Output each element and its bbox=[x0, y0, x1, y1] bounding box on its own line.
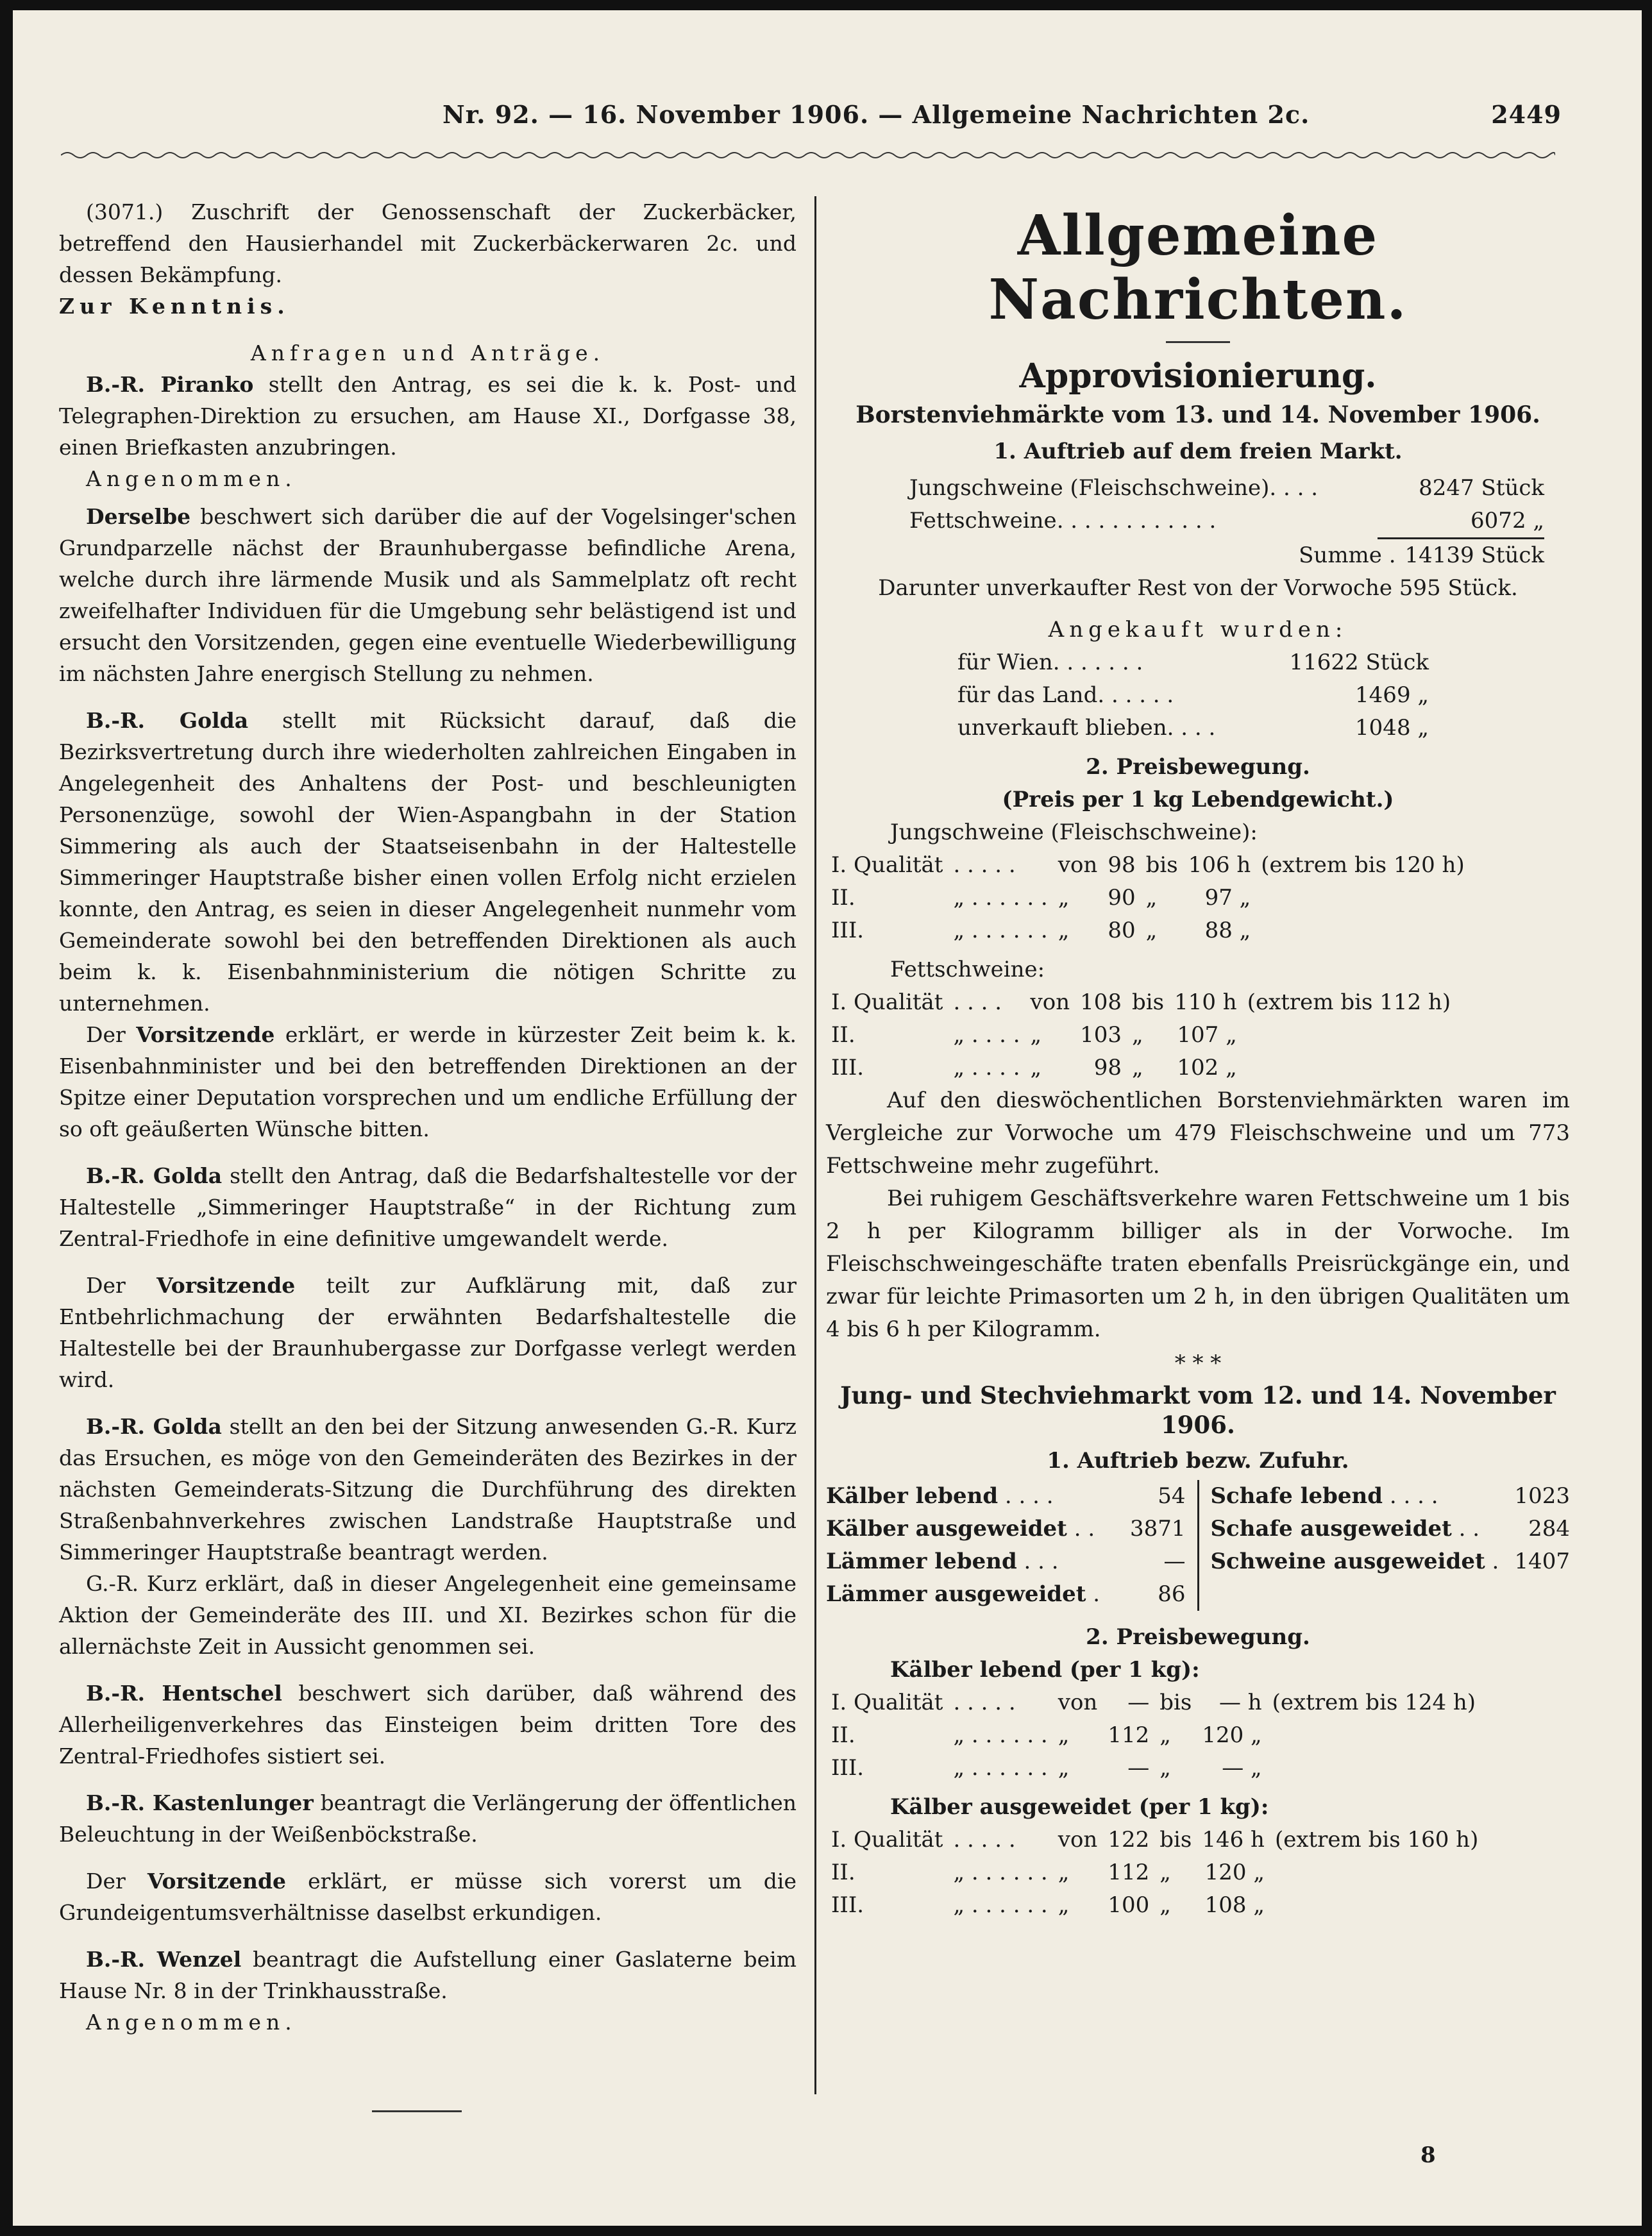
price-row bbox=[826, 914, 1470, 947]
zufuhr-left bbox=[826, 1480, 1186, 1611]
title-rule bbox=[1166, 341, 1230, 343]
price-row bbox=[826, 1824, 1483, 1856]
price-cell-b: 120 „ bbox=[1204, 1860, 1265, 1885]
reference-number: (3071.) bbox=[86, 199, 164, 224]
row-value: 11622 Stück bbox=[1289, 650, 1429, 675]
subheading: 2. Preisbewegung. bbox=[1086, 754, 1310, 780]
section-heading: Anfragen und Anträge. bbox=[250, 340, 605, 366]
row-value: 6072 „ bbox=[1471, 508, 1544, 534]
paragraph-lead: Der bbox=[86, 1022, 126, 1047]
price-row bbox=[826, 1686, 1481, 1719]
price-cell-von: „ bbox=[1030, 1055, 1042, 1080]
paragraph-text: beschwert sich darüber die auf der Vogelsinger'schen Grundparzelle nächst der Braunhubergasse befindliche Arena, welche durch ihre lärmende Musik und als Sammelplatz oft recht zweifelhafter Individuen für die Umgebung sehr belästigend ist und ersucht den Vorsitzenden, gegen eine eventuelle Wiederbewilligung im nächsten Jahre energisch Stellung zu nehmen. bbox=[59, 504, 796, 686]
page-number: 2449 bbox=[1491, 100, 1562, 129]
price-cell-x bbox=[1270, 1889, 1483, 1922]
row-label: Lämmer lebend bbox=[826, 1549, 1017, 1574]
price-cell-bis: „ bbox=[1132, 1055, 1143, 1080]
row-label: Schafe ausgeweidet bbox=[1210, 1516, 1452, 1542]
row-value: 8247 Stück bbox=[1419, 475, 1544, 501]
speaker-name: B.-R. Piranko bbox=[86, 372, 254, 397]
price-cell-x bbox=[1242, 1019, 1456, 1052]
price-cell-x bbox=[1256, 914, 1469, 947]
zufuhr-divider bbox=[1197, 1480, 1199, 1611]
bought-row bbox=[957, 646, 1429, 679]
zufuhr-row bbox=[826, 1578, 1186, 1611]
price-cell-von: „ bbox=[1058, 1892, 1070, 1918]
paragraph bbox=[59, 501, 796, 689]
column-divider bbox=[814, 196, 816, 2094]
paragraph: G.-R. Kurz erklärt, daß in dieser Angelegenheit eine gemeinsame Aktion der Gemeinderäte des III. und XI. Bezirkes schon für die allernächste Zeit in Aussicht genommen sei. bbox=[59, 1571, 796, 1659]
paragraph-text: teilt zur Aufklärung mit, daß zur Entbehrlichmachung der erwähnten Bedarfshaltestelle die Haltestelle bei der Braunhubergasse zur Dorfgasse verlegt werden wird. bbox=[59, 1273, 796, 1392]
bought-list bbox=[957, 646, 1429, 744]
paragraph bbox=[59, 1677, 796, 1772]
price-cell-b: 88 „ bbox=[1204, 918, 1251, 943]
zufuhr-row bbox=[826, 1513, 1186, 1545]
price-cell-a: 122 bbox=[1108, 1827, 1150, 1853]
right-column bbox=[826, 196, 1570, 1922]
row-leader: . bbox=[1485, 1549, 1499, 1574]
price-cell-b: 110 h bbox=[1174, 989, 1237, 1015]
price-cell-x: (extrem bis 124 h) bbox=[1272, 1690, 1476, 1715]
row-value: 86 bbox=[1158, 1581, 1186, 1607]
price-row bbox=[826, 1019, 1456, 1052]
price-cell-x bbox=[1267, 1719, 1481, 1752]
paragraph bbox=[59, 1411, 796, 1568]
paragraph bbox=[59, 369, 796, 463]
speaker-name: Vorsitzende bbox=[147, 1869, 287, 1894]
paragraph: Bei ruhigem Geschäftsverkehre waren Fettschweine um 1 bis 2 h per Kilogramm billiger als in der Vorwoche. Im Fleischschweingeschäfte traten ebenfalls Preisrückgänge ein, und zwar für leichte Primasorten um 2 h, in den übrigen Qualitäten um 4 bis 6 h per Kilogramm. bbox=[826, 1186, 1570, 1342]
price-cell-d: „ . . . . . . bbox=[953, 1860, 1048, 1885]
market-heading: Borstenviehmärkte vom 13. und 14. November 1906. bbox=[856, 401, 1540, 428]
price-cell-q: III. bbox=[831, 1892, 864, 1918]
subheading: 1. Auftrieb auf dem freien Markt. bbox=[993, 439, 1403, 464]
price-row bbox=[826, 1719, 1481, 1752]
zufuhr-row bbox=[1211, 1545, 1571, 1578]
price-cell-von: „ bbox=[1058, 1722, 1070, 1748]
price-cell-von: von bbox=[1058, 1690, 1098, 1715]
price-cell-q: I. Qualität bbox=[831, 989, 943, 1015]
price-cell-x bbox=[1256, 882, 1469, 914]
header-title: Nr. 92. — 16. November 1906. — Allgemeine Nachrichten 2c. bbox=[442, 100, 1310, 129]
sum-row bbox=[909, 539, 1544, 572]
row-value: 54 bbox=[1158, 1483, 1186, 1509]
header-divider bbox=[61, 150, 1555, 160]
bought-heading: Angekauft wurden: bbox=[1048, 617, 1348, 643]
paragraph-lead: Der bbox=[86, 1869, 126, 1894]
paragraph-text: erklärt, er werde in kürzester Zeit beim k. k. Eisenbahnminister und bei den betreffenden Direktionen an der Spitze einer Deputation vorsprechen und um endliche Erfüllung der so oft geäußerten Wünsche bitten. bbox=[59, 1022, 796, 1141]
price-basis: (Preis per 1 kg Lebendgewicht.) bbox=[1002, 787, 1394, 812]
price-cell-von: von bbox=[1030, 989, 1070, 1015]
price-cell-q: III. bbox=[831, 1755, 864, 1781]
decision: Zur Kenntnis. bbox=[59, 294, 290, 319]
zufuhr-row bbox=[826, 1480, 1186, 1513]
price-cell-b: 146 h bbox=[1202, 1827, 1265, 1853]
price-cell-bis: bis bbox=[1159, 1827, 1192, 1853]
paragraph-text: stellt an den bei der Sitzung anwesenden G.-R. Kurz das Ersuchen, es möge von den Gemeinderäten des Bezirkes in der nächsten Gemeinderats-Sitzung die Durchführung des direkten Straßenbahnverkehres zwischen Landstraße Hauptstraße und Simmeringer Hauptstraße beantragt werden. bbox=[59, 1414, 796, 1565]
speaker-name: B.-R. Kastenlunger bbox=[86, 1790, 314, 1815]
price-cell-q: II. bbox=[831, 1860, 856, 1885]
row-label: für Wien bbox=[957, 650, 1053, 675]
price-cell-q: II. bbox=[831, 1722, 856, 1748]
price-cell-bis: „ bbox=[1159, 1892, 1171, 1918]
price-cell-q: I. Qualität bbox=[831, 1690, 943, 1715]
document-page bbox=[13, 10, 1642, 2226]
zufuhr-table bbox=[826, 1480, 1570, 1611]
zufuhr-row bbox=[1211, 1480, 1571, 1513]
price-cell-a: — bbox=[1127, 1755, 1150, 1781]
price-row bbox=[826, 1052, 1456, 1084]
price-cell-b: — „ bbox=[1222, 1755, 1262, 1781]
row-label: Kälber lebend bbox=[826, 1483, 999, 1509]
zufuhr-right bbox=[1211, 1480, 1571, 1611]
paragraph-text: beantragt die Verlängerung der öffentlichen Beleuchtung in der Weißenböckstraße. bbox=[59, 1790, 796, 1847]
price-table-kaelber-ausgeweidet bbox=[826, 1824, 1483, 1922]
price-cell-d: „ . . . . bbox=[953, 1022, 1020, 1048]
paragraph-text: erklärt, er müsse sich vorerst um die Grundeigentumsverhältnisse daselbst erkundigen. bbox=[59, 1869, 796, 1925]
row-leader: . . . . bbox=[1383, 1483, 1438, 1509]
price-cell-x bbox=[1270, 1856, 1483, 1889]
price-row bbox=[826, 1752, 1481, 1785]
price-row bbox=[826, 1889, 1483, 1922]
price-cell-a: 103 bbox=[1080, 1022, 1122, 1048]
unsold-note: Darunter unverkaufter Rest von der Vorwoche 595 Stück. bbox=[878, 575, 1518, 601]
price-cell-q: III. bbox=[831, 918, 864, 943]
price-cell-b: 108 „ bbox=[1204, 1892, 1265, 1918]
paragraph bbox=[59, 1944, 796, 2006]
price-cell-d: „ . . . . . . bbox=[953, 885, 1048, 911]
row-leader: . . . . bbox=[998, 1483, 1054, 1509]
price-cell-bis: bis bbox=[1132, 989, 1165, 1015]
price-cell-q: I. Qualität bbox=[831, 852, 943, 878]
row-label: unverkauft blieben bbox=[957, 715, 1167, 741]
price-cell-von: „ bbox=[1030, 1022, 1042, 1048]
row-value: 3871 bbox=[1129, 1516, 1186, 1542]
table-heading: Kälber ausgeweidet (per 1 kg): bbox=[890, 1794, 1269, 1820]
price-table-kaelber-lebend bbox=[826, 1686, 1481, 1785]
table-heading: Kälber lebend (per 1 kg): bbox=[890, 1657, 1200, 1683]
price-cell-von: „ bbox=[1058, 1755, 1070, 1781]
price-table-fettschweine bbox=[826, 986, 1456, 1084]
paragraph-text: Zuschrift der Genossenschaft der Zuckerbäcker, betreffend den Hausierhandel mit Zuckerbäckerwaren 2c. und dessen Bekämpfung. bbox=[59, 199, 796, 287]
decision: Angenommen. bbox=[86, 466, 297, 491]
row-leader: . bbox=[1086, 1581, 1100, 1607]
price-cell-q: II. bbox=[831, 1022, 856, 1048]
price-cell-von: „ bbox=[1058, 918, 1070, 943]
price-row bbox=[826, 1856, 1483, 1889]
paragraph: Auf den dieswöchentlichen Borstenviehmärkten waren im Vergleiche zur Vorwoche um 479 Fleischschweine und um 773 Fettschweine mehr zugeführt. bbox=[826, 1088, 1570, 1179]
paragraph-text: stellt den Antrag, es sei die k. k. Post- und Telegraphen-Direktion zu ersuchen, am Hause XI., Dorfgasse 38, einen Briefkasten anzubringen. bbox=[59, 372, 797, 460]
price-cell-von: „ bbox=[1058, 1860, 1070, 1885]
paragraph bbox=[59, 1270, 796, 1395]
paragraph bbox=[59, 705, 796, 1019]
price-cell-a: 80 bbox=[1108, 918, 1136, 943]
row-value: 1469 „ bbox=[1355, 682, 1429, 708]
price-cell-x: (extrem bis 112 h) bbox=[1247, 989, 1451, 1015]
speaker-name: B.-R. Golda bbox=[86, 1163, 223, 1188]
price-cell-b: — h bbox=[1218, 1690, 1262, 1715]
price-cell-a: 98 bbox=[1093, 1055, 1122, 1080]
price-cell-q: II. bbox=[831, 885, 856, 911]
market-heading: Jung- und Stechviehmarkt vom 12. und 14. November 1906. bbox=[840, 1381, 1556, 1439]
price-cell-d: „ . . . . . . bbox=[953, 1892, 1048, 1918]
row-value: 1048 „ bbox=[1355, 715, 1429, 741]
row-label: Schweine ausgeweidet bbox=[1210, 1549, 1485, 1574]
price-cell-bis: bis bbox=[1159, 1690, 1192, 1715]
price-row bbox=[826, 882, 1470, 914]
supply-list bbox=[909, 472, 1544, 572]
zufuhr-row bbox=[826, 1545, 1186, 1578]
price-cell-d: „ . . . . . . bbox=[953, 1722, 1048, 1748]
row-leader: . . . bbox=[1016, 1549, 1059, 1574]
price-cell-b: 106 h bbox=[1188, 852, 1251, 878]
bought-row bbox=[957, 712, 1429, 744]
sum-label: Summe . bbox=[1299, 542, 1396, 568]
row-leader: . . . . . . . bbox=[1052, 650, 1143, 675]
row-leader: . . . . . . bbox=[1097, 682, 1174, 708]
price-cell-b: 102 „ bbox=[1177, 1055, 1237, 1080]
price-cell-bis: „ bbox=[1132, 1022, 1143, 1048]
row-value: — bbox=[1163, 1549, 1186, 1574]
speaker-name: B.-R. Hentschel bbox=[86, 1681, 282, 1706]
paragraph-lead: Der bbox=[86, 1273, 126, 1298]
price-cell-von: von bbox=[1058, 1827, 1098, 1853]
price-cell-a: 112 bbox=[1108, 1722, 1150, 1748]
price-cell-x bbox=[1267, 1752, 1481, 1785]
row-leader: . . . . . . . . . . . . bbox=[1056, 508, 1217, 534]
row-value: 1023 bbox=[1514, 1483, 1570, 1509]
left-column bbox=[59, 196, 796, 2038]
subheading: 2. Preisbewegung. bbox=[1086, 1624, 1310, 1650]
paragraph-text: beschwert sich darüber, daß während des Allerheiligenverkehres das Einsteigen beim dritten Tore des Zentral-Friedhofes sistiert sei. bbox=[59, 1681, 796, 1769]
price-cell-d: „ . . . . . . bbox=[953, 918, 1048, 943]
supply-row bbox=[909, 472, 1544, 505]
page-header bbox=[13, 100, 1642, 139]
price-cell-q: III. bbox=[831, 1055, 864, 1080]
price-cell-b: 120 „ bbox=[1202, 1722, 1262, 1748]
speaker-name: Vorsitzende bbox=[156, 1273, 296, 1298]
sum-value: 14139 Stück bbox=[1404, 542, 1544, 568]
price-cell-d: „ . . . . bbox=[953, 1055, 1020, 1080]
price-table-jungschweine bbox=[826, 849, 1470, 947]
price-cell-x: (extrem bis 120 h) bbox=[1261, 852, 1465, 878]
bought-row bbox=[957, 679, 1429, 712]
price-cell-q: I. Qualität bbox=[831, 1827, 943, 1853]
paragraph bbox=[59, 1160, 796, 1254]
subheading: 1. Auftrieb bezw. Zufuhr. bbox=[1047, 1448, 1349, 1474]
price-cell-von: von bbox=[1058, 852, 1098, 878]
row-label: Fettschweine bbox=[909, 508, 1057, 534]
supply-row bbox=[909, 505, 1544, 537]
price-cell-a: 108 bbox=[1080, 989, 1122, 1015]
paragraph bbox=[59, 1865, 796, 1928]
price-cell-b: 107 „ bbox=[1177, 1022, 1237, 1048]
row-value: 284 bbox=[1528, 1516, 1570, 1542]
price-row bbox=[826, 849, 1470, 882]
row-label: Kälber ausgeweidet bbox=[826, 1516, 1067, 1542]
row-leader: . . . . bbox=[1167, 715, 1216, 741]
price-cell-a: 90 bbox=[1108, 885, 1136, 911]
row-value: 1407 bbox=[1514, 1549, 1570, 1574]
price-cell-von: „ bbox=[1058, 885, 1070, 911]
speaker-name: B.-R. Golda bbox=[86, 1414, 222, 1439]
price-cell-a: — bbox=[1127, 1690, 1150, 1715]
price-cell-bis: „ bbox=[1159, 1860, 1171, 1885]
price-cell-d: . . . . . bbox=[953, 852, 1016, 878]
price-cell-bis: „ bbox=[1159, 1722, 1171, 1748]
price-cell-d: . . . . . bbox=[953, 1827, 1016, 1853]
price-cell-a: 98 bbox=[1108, 852, 1136, 878]
price-cell-bis: „ bbox=[1159, 1755, 1171, 1781]
price-row bbox=[826, 986, 1456, 1019]
row-label: Jungschweine (Fleischschweine) bbox=[909, 475, 1270, 501]
speaker-name: Vorsitzende bbox=[136, 1022, 275, 1047]
row-label: Schafe lebend bbox=[1210, 1483, 1383, 1509]
paragraph-text: stellt mit Rücksicht darauf, daß die Bezirksvertretung durch ihre wiederholten zahlreichen Eingaben in Angelegenheit des Anhaltens der Post- und beschleunigten Personenzüge, sowohl der Wien-Aspangbahn in der Station Simmering als auch der Staatseisenbahn in der Haltestelle Simmeringer Hauptstraße bisher einen vollen Erfolg nicht erzielen konnte, den Antrag, es seien in dieser Angelegenheit nunmehr vom Gemeinderate sowohl bei den betreffenden Direktionen als auch beim k. k. Eisenbahnministerium die nötigen Schritte zu unternehmen. bbox=[59, 708, 797, 1016]
price-cell-b: 97 „ bbox=[1204, 885, 1251, 911]
table-heading: Jungschweine (Fleischschweine): bbox=[890, 820, 1258, 845]
speaker-name: B.-R. Wenzel bbox=[86, 1947, 242, 1972]
price-cell-d: „ . . . . . . bbox=[953, 1755, 1048, 1781]
speaker-name: B.-R. Golda bbox=[86, 708, 249, 733]
price-cell-a: 100 bbox=[1108, 1892, 1150, 1918]
price-cell-d: . . . . bbox=[953, 989, 1002, 1015]
paragraph-text: stellt den Antrag, daß die Bedarfshaltestelle vor der Haltestelle „Simmeringer Hauptstraße“ in der Richtung zum Zentral-Friedhofe in eine definitive umgewandelt werde. bbox=[59, 1163, 796, 1251]
section-title: Allgemeine Nachrichten. bbox=[988, 203, 1408, 332]
paragraph-text: beantragt die Aufstellung einer Gaslaterne beim Hause Nr. 8 in der Trinkhausstraße. bbox=[59, 1947, 796, 2003]
price-cell-a: 112 bbox=[1108, 1860, 1150, 1885]
speaker-name: Derselbe bbox=[86, 504, 191, 529]
price-cell-x: (extrem bis 160 h) bbox=[1274, 1827, 1479, 1853]
paragraph bbox=[59, 196, 796, 290]
decision: Angenommen. bbox=[86, 2010, 297, 2035]
corner-mark: 8 bbox=[1420, 2142, 1436, 2168]
row-leader: . . bbox=[1451, 1516, 1480, 1542]
subsection-title: Approvisionierung. bbox=[1019, 357, 1377, 396]
table-heading: Fettschweine: bbox=[890, 957, 1045, 982]
price-cell-bis: „ bbox=[1145, 885, 1158, 911]
zufuhr-row bbox=[1211, 1513, 1571, 1545]
price-cell-bis: „ bbox=[1145, 918, 1158, 943]
row-leader: . . bbox=[1066, 1516, 1095, 1542]
end-rule bbox=[372, 2110, 462, 2112]
price-cell-bis: bis bbox=[1145, 852, 1178, 878]
row-leader: . . . . bbox=[1269, 475, 1319, 501]
row-label: für das Land bbox=[957, 682, 1098, 708]
row-label: Lämmer ausgeweidet bbox=[826, 1581, 1086, 1607]
price-cell-x bbox=[1242, 1052, 1456, 1084]
separator-stars: * * * bbox=[1174, 1350, 1222, 1376]
paragraph bbox=[59, 1787, 796, 1850]
paragraph bbox=[59, 1019, 796, 1145]
price-cell-d: . . . . . bbox=[953, 1690, 1016, 1715]
